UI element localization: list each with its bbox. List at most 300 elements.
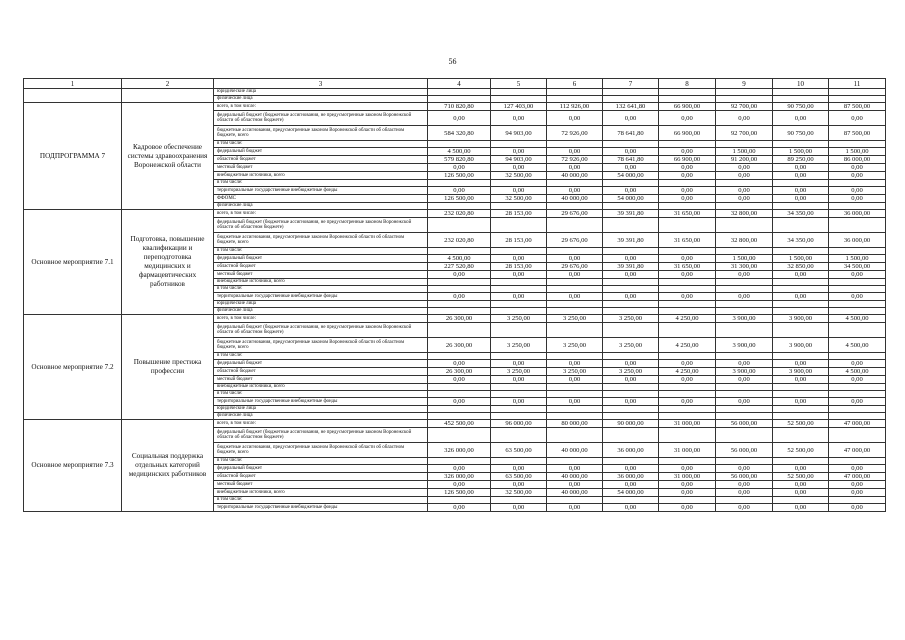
amount-cell: 0,00 [659, 164, 716, 172]
amount-cell [428, 96, 491, 103]
amount-cell: 0,00 [716, 398, 773, 406]
funding-source: бюджетные ассигнования, предусмотренные законом Воронежской области об областном бюджете, всего [214, 126, 428, 141]
amount-cell [428, 353, 491, 360]
col-3: 3 [214, 79, 428, 89]
amount-cell: 132 641,80 [603, 103, 659, 111]
funding-source: местный бюджет [214, 376, 428, 384]
amount-cell [773, 248, 829, 255]
funding-source: юридические лица [214, 406, 428, 413]
funding-source: федеральный бюджет [214, 148, 428, 156]
amount-cell: 0,00 [829, 465, 886, 473]
amount-cell: 0,00 [716, 187, 773, 195]
funding-source: юридические лица [214, 89, 428, 96]
amount-cell [716, 428, 773, 443]
amount-cell [659, 391, 716, 398]
amount-cell: 0,00 [829, 504, 886, 512]
section-label: Основное мероприятие 7.2 [24, 315, 122, 420]
amount-cell [716, 497, 773, 504]
amount-cell [716, 323, 773, 338]
amount-cell: 52 500,00 [773, 420, 829, 428]
amount-cell [716, 218, 773, 233]
amount-cell: 0,00 [491, 481, 547, 489]
amount-cell: 47 000,00 [829, 443, 886, 458]
amount-cell [428, 89, 491, 96]
amount-cell: 1 500,00 [773, 148, 829, 156]
amount-cell: 72 926,00 [547, 156, 603, 164]
amount-cell: 29 676,00 [547, 233, 603, 248]
table-header [24, 79, 886, 89]
amount-cell: 94 903,00 [491, 156, 547, 164]
col-10: 10 [773, 79, 829, 89]
amount-cell [547, 406, 603, 413]
amount-cell [716, 406, 773, 413]
amount-cell [547, 279, 603, 286]
funding-source: бюджетные ассигнования, предусмотренные законом Воронежской области об областном бюджете, всего [214, 233, 428, 248]
amount-cell: 54 000,00 [603, 172, 659, 180]
funding-source: бюджетные ассигнования, предусмотренные законом Воронежской области об областном бюджете, всего [214, 338, 428, 353]
amount-cell [428, 218, 491, 233]
amount-cell [829, 308, 886, 315]
amount-cell: 0,00 [547, 376, 603, 384]
amount-cell: 63 500,00 [491, 473, 547, 481]
amount-cell: 0,00 [773, 187, 829, 195]
amount-cell: 0,00 [603, 481, 659, 489]
section-label: Основное мероприятие 7.3 [24, 420, 122, 512]
amount-cell: 0,00 [547, 255, 603, 263]
amount-cell [773, 497, 829, 504]
funding-source: федеральный бюджет (бюджетные ассигнования, не предусмотренные законом Воронежской области об областном бюджете) [214, 428, 428, 443]
funding-source: территориальные государственные внебюджетные фонды [214, 293, 428, 301]
amount-cell: 0,00 [829, 293, 886, 301]
amount-cell: 90 000,00 [603, 420, 659, 428]
amount-cell [428, 301, 491, 308]
amount-cell [547, 286, 603, 293]
amount-cell: 0,00 [491, 187, 547, 195]
amount-cell: 90 750,00 [773, 103, 829, 111]
amount-cell: 96 000,00 [491, 420, 547, 428]
amount-cell [428, 497, 491, 504]
funding-source: физические лица [214, 308, 428, 315]
amount-cell [603, 218, 659, 233]
amount-cell: 0,00 [428, 187, 491, 195]
amount-cell: 0,00 [829, 398, 886, 406]
amount-cell: 0,00 [829, 271, 886, 279]
amount-cell: 0,00 [491, 293, 547, 301]
amount-cell [829, 248, 886, 255]
amount-cell [428, 248, 491, 255]
amount-cell [829, 203, 886, 210]
amount-cell: 710 820,80 [428, 103, 491, 111]
amount-cell: 0,00 [829, 187, 886, 195]
amount-cell [773, 301, 829, 308]
section-label: Основное мероприятие 7.1 [24, 210, 122, 315]
amount-cell: 127 403,00 [491, 103, 547, 111]
amount-cell: 0,00 [603, 376, 659, 384]
amount-cell [773, 203, 829, 210]
amount-cell [603, 141, 659, 148]
amount-cell: 0,00 [491, 271, 547, 279]
amount-cell [829, 353, 886, 360]
amount-cell [428, 391, 491, 398]
amount-cell: 39 391,80 [603, 233, 659, 248]
amount-cell: 0,00 [428, 293, 491, 301]
amount-cell: 3 250,00 [547, 315, 603, 323]
amount-cell [547, 353, 603, 360]
amount-cell [603, 96, 659, 103]
amount-cell: 66 900,00 [659, 103, 716, 111]
amount-cell [547, 301, 603, 308]
amount-cell: 47 000,00 [829, 473, 886, 481]
amount-cell [773, 353, 829, 360]
amount-cell [491, 428, 547, 443]
amount-cell: 1 500,00 [716, 148, 773, 156]
amount-cell [603, 89, 659, 96]
funding-source: федеральный бюджет [214, 360, 428, 368]
amount-cell: 0,00 [773, 489, 829, 497]
funding-source: в том числе: [214, 248, 428, 255]
amount-cell: 34 350,00 [773, 210, 829, 218]
amount-cell [603, 323, 659, 338]
amount-cell [773, 96, 829, 103]
amount-cell [773, 89, 829, 96]
table-row [24, 103, 886, 111]
funding-source: территориальные государственные внебюджетные фонды [214, 398, 428, 406]
amount-cell: 26 300,00 [428, 338, 491, 353]
amount-cell: 0,00 [773, 195, 829, 203]
amount-cell: 36 000,00 [829, 233, 886, 248]
amount-cell: 0,00 [603, 187, 659, 195]
amount-cell [603, 391, 659, 398]
col-5: 5 [491, 79, 547, 89]
funding-source: физические лица [214, 96, 428, 103]
blank-cell [122, 89, 214, 103]
amount-cell: 78 641,80 [603, 126, 659, 141]
amount-cell: 56 000,00 [716, 473, 773, 481]
col-9: 9 [716, 79, 773, 89]
amount-cell: 26 300,00 [428, 315, 491, 323]
amount-cell: 0,00 [829, 172, 886, 180]
amount-cell [716, 180, 773, 187]
amount-cell: 0,00 [659, 465, 716, 473]
amount-cell: 0,00 [659, 172, 716, 180]
amount-cell: 3 900,00 [773, 315, 829, 323]
amount-cell: 0,00 [773, 398, 829, 406]
amount-cell: 32 500,00 [491, 489, 547, 497]
amount-cell [603, 308, 659, 315]
amount-cell: 0,00 [428, 360, 491, 368]
amount-cell: 232 020,80 [428, 210, 491, 218]
amount-cell: 0,00 [547, 465, 603, 473]
amount-cell: 31 000,00 [659, 443, 716, 458]
amount-cell: 3 900,00 [716, 368, 773, 376]
amount-cell [603, 428, 659, 443]
budget-table [23, 78, 886, 512]
amount-cell [547, 497, 603, 504]
amount-cell: 36 000,00 [603, 473, 659, 481]
amount-cell [491, 286, 547, 293]
amount-cell [491, 96, 547, 103]
amount-cell: 326 000,00 [428, 443, 491, 458]
amount-cell [491, 413, 547, 420]
amount-cell [659, 406, 716, 413]
amount-cell: 87 500,00 [829, 103, 886, 111]
amount-cell [829, 406, 886, 413]
amount-cell: 0,00 [428, 164, 491, 172]
amount-cell [603, 406, 659, 413]
amount-cell [428, 203, 491, 210]
amount-cell: 52 500,00 [773, 473, 829, 481]
amount-cell [659, 218, 716, 233]
amount-cell: 36 000,00 [829, 210, 886, 218]
funding-source: всего, в том числе: [214, 103, 428, 111]
amount-cell: 63 500,00 [491, 443, 547, 458]
amount-cell: 0,00 [829, 489, 886, 497]
amount-cell: 0,00 [547, 293, 603, 301]
amount-cell: 0,00 [428, 398, 491, 406]
amount-cell [773, 218, 829, 233]
amount-cell: 0,00 [491, 465, 547, 473]
funding-source: физические лица [214, 203, 428, 210]
amount-cell: 0,00 [603, 504, 659, 512]
amount-cell: 0,00 [716, 164, 773, 172]
amount-cell [428, 286, 491, 293]
amount-cell: 0,00 [491, 504, 547, 512]
amount-cell: 0,00 [547, 187, 603, 195]
funding-source: в том числе: [214, 458, 428, 465]
amount-cell: 0,00 [659, 271, 716, 279]
amount-cell: 0,00 [491, 148, 547, 156]
amount-cell: 584 320,80 [428, 126, 491, 141]
amount-cell: 0,00 [428, 465, 491, 473]
amount-cell: 0,00 [716, 293, 773, 301]
amount-cell: 32 800,00 [716, 233, 773, 248]
amount-cell: 0,00 [659, 293, 716, 301]
funding-source: местный бюджет [214, 271, 428, 279]
amount-cell: 0,00 [773, 111, 829, 126]
funding-source: внебюджетные источники, всего [214, 489, 428, 497]
amount-cell [773, 428, 829, 443]
amount-cell: 0,00 [659, 195, 716, 203]
amount-cell [428, 384, 491, 391]
amount-cell: 0,00 [829, 111, 886, 126]
amount-cell [773, 180, 829, 187]
amount-cell [829, 391, 886, 398]
amount-cell [829, 323, 886, 338]
amount-cell: 0,00 [659, 376, 716, 384]
amount-cell [603, 286, 659, 293]
amount-cell: 0,00 [829, 195, 886, 203]
amount-cell [659, 413, 716, 420]
col-4: 4 [428, 79, 491, 89]
amount-cell [491, 497, 547, 504]
funding-source: в том числе: [214, 286, 428, 293]
funding-source: местный бюджет [214, 481, 428, 489]
amount-cell: 36 000,00 [603, 443, 659, 458]
amount-cell [829, 497, 886, 504]
amount-cell: 126 500,00 [428, 172, 491, 180]
amount-cell: 0,00 [491, 360, 547, 368]
amount-cell: 92 700,00 [716, 126, 773, 141]
amount-cell: 40 000,00 [547, 473, 603, 481]
amount-cell: 0,00 [428, 504, 491, 512]
amount-cell: 0,00 [659, 111, 716, 126]
amount-cell [659, 96, 716, 103]
amount-cell: 4 250,00 [659, 338, 716, 353]
amount-cell [829, 141, 886, 148]
section-title: Подготовка, повышение квалификации и переподготовка медицинских и фармацевтических работников [122, 210, 214, 315]
amount-cell [716, 279, 773, 286]
amount-cell: 0,00 [428, 376, 491, 384]
table-row [24, 420, 886, 428]
amount-cell: 326 000,00 [428, 473, 491, 481]
funding-source: федеральный бюджет (бюджетные ассигнования, не предусмотренные законом Воронежской области об областном бюджете) [214, 111, 428, 126]
amount-cell: 3 250,00 [547, 368, 603, 376]
amount-cell [829, 180, 886, 187]
amount-cell [491, 203, 547, 210]
amount-cell: 66 900,00 [659, 156, 716, 164]
amount-cell [829, 458, 886, 465]
amount-cell: 0,00 [659, 398, 716, 406]
funding-source: территориальные государственные внебюджетные фонды [214, 187, 428, 195]
amount-cell: 0,00 [716, 504, 773, 512]
amount-cell [716, 384, 773, 391]
amount-cell: 3 250,00 [603, 338, 659, 353]
amount-cell: 86 000,00 [829, 156, 886, 164]
amount-cell: 66 900,00 [659, 126, 716, 141]
amount-cell: 56 000,00 [716, 420, 773, 428]
amount-cell [716, 203, 773, 210]
amount-cell: 34 350,00 [773, 233, 829, 248]
amount-cell: 29 676,00 [547, 210, 603, 218]
amount-cell: 31 000,00 [659, 420, 716, 428]
amount-cell [829, 301, 886, 308]
amount-cell: 0,00 [603, 111, 659, 126]
amount-cell: 0,00 [716, 465, 773, 473]
funding-source: федеральный бюджет [214, 465, 428, 473]
amount-cell [716, 458, 773, 465]
funding-source: физические лица [214, 413, 428, 420]
amount-cell: 0,00 [603, 271, 659, 279]
amount-cell: 0,00 [829, 360, 886, 368]
amount-cell: 0,00 [547, 360, 603, 368]
funding-source: областной бюджет [214, 263, 428, 271]
amount-cell: 0,00 [773, 164, 829, 172]
amount-cell: 31 650,00 [659, 210, 716, 218]
table-row [24, 89, 886, 96]
amount-cell: 3 250,00 [547, 338, 603, 353]
amount-cell: 0,00 [491, 164, 547, 172]
amount-cell [491, 353, 547, 360]
column-number-row [24, 79, 886, 89]
amount-cell [829, 96, 886, 103]
amount-cell: 0,00 [491, 398, 547, 406]
amount-cell [428, 180, 491, 187]
page-number: 56 [448, 57, 457, 66]
amount-cell: 0,00 [716, 195, 773, 203]
amount-cell [547, 391, 603, 398]
amount-cell: 4 500,00 [829, 338, 886, 353]
funding-source: в том числе: [214, 180, 428, 187]
amount-cell [716, 301, 773, 308]
amount-cell [491, 89, 547, 96]
col-1: 1 [24, 79, 122, 89]
amount-cell: 0,00 [547, 148, 603, 156]
amount-cell: 0,00 [603, 293, 659, 301]
amount-cell [716, 353, 773, 360]
amount-cell [547, 248, 603, 255]
amount-cell: 0,00 [491, 111, 547, 126]
funding-source: областной бюджет [214, 368, 428, 376]
amount-cell: 3 250,00 [491, 338, 547, 353]
amount-cell: 80 000,00 [547, 420, 603, 428]
amount-cell [829, 89, 886, 96]
amount-cell: 0,00 [547, 164, 603, 172]
amount-cell: 0,00 [773, 481, 829, 489]
amount-cell: 4 250,00 [659, 368, 716, 376]
funding-source: в том числе: [214, 141, 428, 148]
amount-cell: 87 500,00 [829, 126, 886, 141]
amount-cell [547, 323, 603, 338]
amount-cell: 4 500,00 [428, 255, 491, 263]
funding-source: внебюджетные источники, всего [214, 384, 428, 391]
amount-cell: 34 500,00 [829, 263, 886, 271]
amount-cell: 126 500,00 [428, 489, 491, 497]
amount-cell: 0,00 [603, 148, 659, 156]
amount-cell: 31 300,00 [716, 263, 773, 271]
amount-cell [547, 308, 603, 315]
funding-source: в том числе: [214, 353, 428, 360]
amount-cell: 32 500,00 [491, 172, 547, 180]
amount-cell: 3 900,00 [773, 338, 829, 353]
amount-cell [716, 286, 773, 293]
amount-cell [716, 308, 773, 315]
amount-cell [773, 391, 829, 398]
amount-cell [829, 428, 886, 443]
amount-cell [659, 279, 716, 286]
amount-cell [659, 308, 716, 315]
amount-cell: 28 153,00 [491, 263, 547, 271]
amount-cell: 0,00 [491, 376, 547, 384]
amount-cell: 126 500,00 [428, 195, 491, 203]
amount-cell [547, 141, 603, 148]
amount-cell [547, 218, 603, 233]
amount-cell: 0,00 [716, 271, 773, 279]
col-2: 2 [122, 79, 214, 89]
amount-cell: 3 250,00 [491, 368, 547, 376]
amount-cell: 0,00 [773, 293, 829, 301]
amount-cell [829, 413, 886, 420]
amount-cell [428, 323, 491, 338]
amount-cell: 0,00 [603, 398, 659, 406]
section-title: Повышение престижа профессии [122, 315, 214, 420]
amount-cell [659, 497, 716, 504]
amount-cell: 1 500,00 [773, 255, 829, 263]
amount-cell: 0,00 [491, 255, 547, 263]
amount-cell: 28 153,00 [491, 210, 547, 218]
amount-cell [659, 286, 716, 293]
amount-cell [773, 458, 829, 465]
amount-cell [428, 406, 491, 413]
amount-cell: 3 250,00 [603, 315, 659, 323]
amount-cell: 1 500,00 [716, 255, 773, 263]
amount-cell [773, 384, 829, 391]
amount-cell: 0,00 [659, 187, 716, 195]
amount-cell [829, 279, 886, 286]
amount-cell [547, 203, 603, 210]
amount-cell: 0,00 [659, 504, 716, 512]
amount-cell: 0,00 [428, 111, 491, 126]
amount-cell [829, 218, 886, 233]
